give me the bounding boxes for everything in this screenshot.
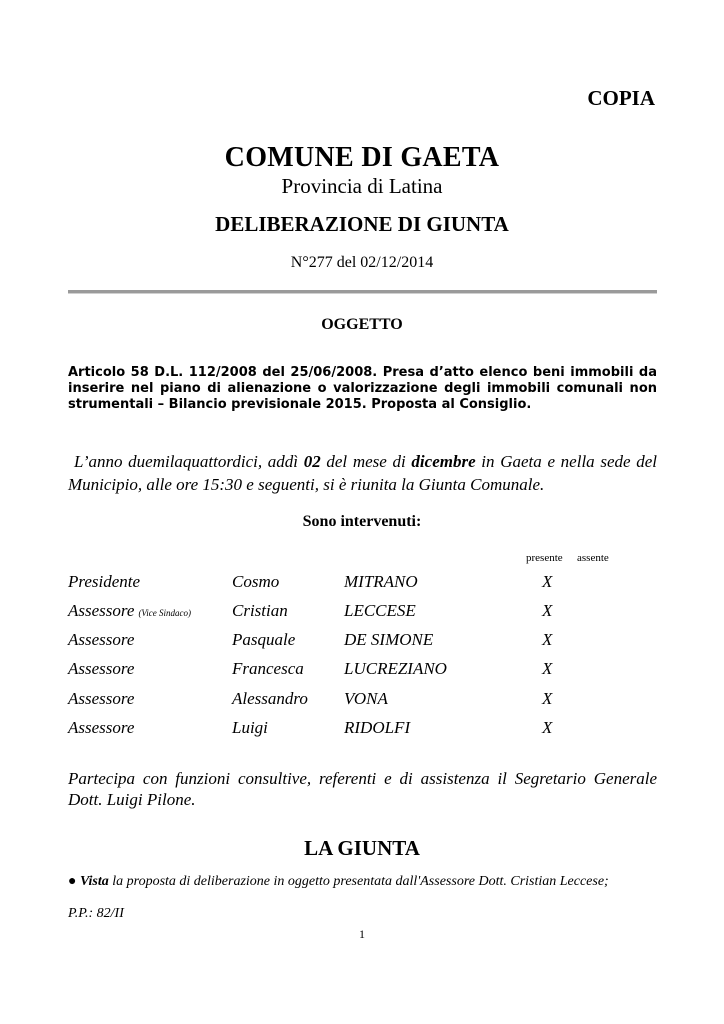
copia-label: COPIA (587, 86, 655, 110)
protocol-reference: P.P.: 82/II (68, 906, 124, 921)
member-role: Assessore (68, 630, 135, 649)
column-presente: presente (526, 552, 563, 564)
member-last-name: DE SIMONE (344, 630, 434, 649)
intro-month: dicembre (411, 452, 476, 471)
member-role: Assessore (68, 659, 135, 678)
presence-mark: X (542, 630, 553, 649)
member-role: Assessore (68, 689, 135, 708)
table-row (0, 689, 724, 713)
vista-text: la proposta di deliberazione in oggetto presentata dall'Assessore Dott. Cristian Leccese; (108, 874, 609, 889)
act-number: N°277 del 02/12/2014 (290, 254, 434, 271)
table-row (0, 572, 724, 596)
member-role: Presidente (68, 572, 141, 591)
presence-mark: X (542, 689, 553, 708)
municipality-title: COMUNE DI GAETA (224, 142, 500, 173)
member-first-name: Cosmo (232, 572, 280, 591)
giunta-heading: LA GIUNTA (304, 836, 420, 860)
act-type-heading: DELIBERAZIONE DI GIUNTA (215, 212, 509, 236)
header-divider (68, 290, 657, 294)
province-subtitle: Provincia di Latina (281, 174, 443, 198)
member-first-name: Cristian (232, 601, 288, 620)
attendance-heading: Sono intervenuti: (302, 513, 422, 530)
member-role: Assessore (Vice Sindaco) (68, 601, 191, 620)
intro-part3: in Gaeta e nella sede del Municipio, alle ore 15:30 e seguenti, si è riunita la Giunta Comunale. (68, 452, 658, 494)
page-number: 1 (359, 927, 365, 941)
table-row (0, 659, 724, 683)
member-last-name: LUCREZIANO (344, 659, 447, 678)
column-assente: assente (577, 552, 609, 564)
subject-text: Articolo 58 D.L. 112/2008 del 25/06/2008. Presa d’atto elenco beni immobili da inserire nel piano di alienazione o valorizzazione degli immobili comunali non strumentali – Bilancio previsionale 2015. Proposta al Consiglio. (68, 365, 657, 412)
member-last-name: RIDOLFI (344, 718, 411, 737)
member-role: Assessore (68, 718, 135, 737)
table-row (0, 630, 724, 654)
member-first-name: Alessandro (232, 689, 308, 708)
intro-part2: del mese di (320, 452, 412, 471)
member-last-name: MITRANO (344, 572, 418, 591)
member-first-name: Pasquale (232, 630, 296, 649)
member-first-name: Luigi (232, 718, 268, 737)
intro-part1: L’anno duemilaquattordici, addì (74, 452, 304, 471)
role-note: (Vice Sindaco) (138, 608, 191, 618)
member-last-name: VONA (344, 689, 388, 708)
table-row (0, 718, 724, 742)
vista-paragraph (68, 874, 657, 890)
bullet-icon: ● (68, 874, 77, 889)
vista-label: Vista (79, 874, 109, 889)
presence-mark: X (542, 659, 553, 678)
presence-mark: X (542, 572, 553, 591)
member-first-name: Francesca (232, 659, 304, 678)
member-last-name: LECCESE (344, 601, 416, 620)
intro-day: 02 (303, 452, 321, 471)
secretary-paragraph: Partecipa con funzioni consultive, referenti e di assistenza il Segretario Generale Dott. Luigi Pilone. (68, 769, 657, 809)
presence-mark: X (542, 718, 553, 737)
intro-paragraph (68, 450, 657, 496)
subject-heading: OGGETTO (321, 316, 403, 333)
presence-mark: X (542, 601, 553, 620)
table-row (0, 601, 724, 625)
